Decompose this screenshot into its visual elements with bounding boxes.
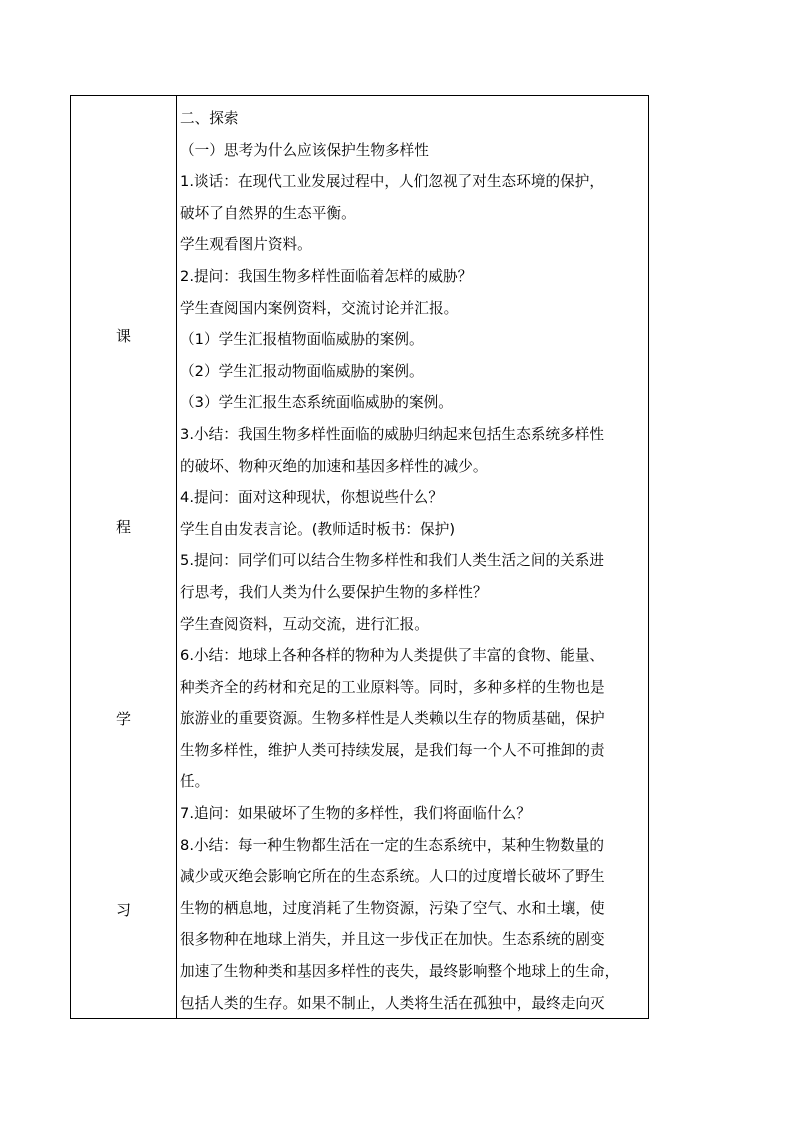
content-line: 2.提问：我国生物多样性面临着怎样的威胁？ [180, 267, 473, 285]
label-char-xue: 学 [115, 710, 131, 728]
content-line: 6.小结：地球上各种各样的物种为人类提供了丰富的食物、能量、 [180, 647, 605, 665]
content-line: 的破坏、物种灭绝的加速和基因多样性的减少。 [180, 457, 488, 475]
content-line: 很多物种在地球上消失，并且这一步伐正在加快。生态系统的剧变 [180, 931, 605, 949]
content-line: 种类齐全的药材和充足的工业原料等。同时，多种多样的生物也是 [180, 678, 605, 696]
label-char-xi: 习 [115, 901, 131, 919]
content-line: 二、探索 [180, 110, 239, 127]
lesson-content-cell [177, 96, 648, 1018]
content-line: 加速了生物种类和基因多样性的丧失，最终影响整个地球上的生命， [180, 963, 620, 981]
label-char-ke: 课 [115, 327, 131, 345]
content-line: 学生查阅国内案例资料，交流讨论并汇报。 [180, 299, 459, 317]
content-line: （2）学生汇报动物面临威胁的案例。 [180, 362, 424, 380]
content-line: 生物多样性，维护人类可持续发展，是我们每一个人不可推卸的责 [180, 741, 605, 759]
content-line: 1.谈话：在现代工业发展过程中，人们忽视了对生态环境的保护， [180, 173, 605, 191]
content-line: 破坏了自然界的生态平衡。 [180, 204, 356, 222]
lesson-table [70, 95, 649, 1019]
content-line: 4.提问：面对这种现状，你想说些什么？ [180, 489, 443, 507]
content-line: 减少或灭绝会影响它所在的生态系统。人口的过度增长破坏了野生 [180, 868, 605, 886]
label-char-cheng: 程 [115, 518, 131, 536]
content-line: 3.小结：我国生物多样性面临的威胁归纳起来包括生态系统多样性 [180, 425, 605, 443]
content-line: 生物的栖息地，过度消耗了生物资源，污染了空气、水和土壤，使 [180, 899, 605, 917]
content-line: （3）学生汇报生态系统面临威胁的案例。 [180, 394, 453, 412]
content-line: 任。 [180, 773, 210, 791]
content-line: 行思考，我们人类为什么要保护生物的多样性？ [180, 583, 488, 601]
content-line: 学生自由发表言论。(教师适时板书：保护) [180, 520, 456, 538]
content-line: （1）学生汇报植物面临威胁的案例。 [180, 331, 424, 349]
content-line: 7.追问：如果破坏了生物的多样性，我们将面临什么？ [180, 805, 531, 823]
section-label-cell [71, 96, 177, 1018]
content-line: 包括人类的生存。如果不制止，人类将生活在孤独中，最终走向灭 [180, 994, 605, 1012]
content-line: 学生观看图片资料。 [180, 236, 312, 254]
content-line: 5.提问：同学们可以结合生物多样性和我们人类生活之间的关系进 [180, 552, 605, 570]
content-line: 8.小结：每一种生物都生活在一定的生态系统中，某种生物数量的 [180, 836, 605, 854]
content-line: （一）思考为什么应该保护生物多样性 [180, 141, 429, 159]
content-line: 旅游业的重要资源。生物多样性是人类赖以生存的物质基础，保护 [180, 710, 605, 728]
content-line: 学生查阅资料，互动交流，进行汇报。 [180, 615, 429, 633]
